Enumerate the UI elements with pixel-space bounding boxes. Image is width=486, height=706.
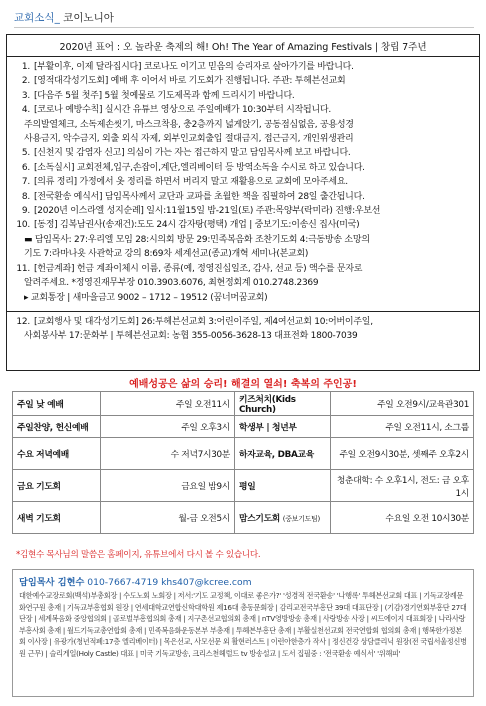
notice-item: 5. [신천지 및 감염자 신고] 의심이 가는 자는 접근하지 말고 담임목사께 보고 바랍니다. (21, 148, 351, 159)
service-time: 주일 오전11시 (101, 392, 235, 416)
notice-item: 2. [영적대각성기도회] 예배 후 이어서 바로 기도회가 진행됩니다. 주관: 투헤븐선교회 (21, 76, 346, 87)
service-label: 수요 저녁예배 (13, 438, 101, 470)
service-label: 하자교육, DBA교육 (235, 438, 331, 470)
service-label: 금요 기도회 (13, 470, 101, 502)
notice-item: 3. [다음주 5월 첫주] 5월 첫예물로 기도제목과 함께 드리시기 바랍니다. (21, 90, 295, 101)
pastor-contact[interactable]: 010-7667-4719 khs407@kcree.com (87, 577, 252, 588)
service-label: 주일찬양, 헌신예배 (13, 416, 101, 438)
table-row (13, 470, 474, 502)
notice-divider (7, 311, 479, 312)
pastor-name: 담임목사 김현수 (19, 577, 85, 588)
service-label: 학생부 | 청년부 (235, 416, 331, 438)
service-label: 새벽 기도회 (13, 502, 101, 534)
service-time: 월-금 오전5시 (101, 502, 235, 534)
service-label: 맘스기도회 (중보기도팀) (235, 502, 331, 534)
notice-item-continued: 주의발열체크, 소독제손씻기, 마스크착용, 충2층까지 넓게앉기, 공동점심없음, 공용성경 (24, 119, 354, 130)
service-time: 청춘대학: 수 오후1시, 전도: 금 오후1시 (331, 470, 474, 502)
service-time: 주일 오전9시/교육관301 (331, 392, 474, 416)
worship-schedule-table (12, 391, 474, 534)
service-time: 주일 오전9시30분, 셋째주 오후2시 (331, 438, 474, 470)
pastor-header (19, 574, 467, 588)
notice-item-continued: 사회봉사부 17:문화부 | 투헤븐선교회: 농협 355-0056-3628-13 대표전화 1800-7039 (24, 331, 358, 342)
service-label-sub: (중보기도팀) (282, 515, 320, 523)
youtube-note: *김현수 목사님의 말씀은 홈페이지, 유튜브에서 다시 볼 수 있습니다. (16, 550, 261, 560)
service-label: 평일 (235, 470, 331, 502)
church-notice-box (6, 34, 480, 371)
notice-item-continued: 알려주세요. *정영진재무부장 010.3903.6076, 최현정회계 010.2748.2369 (24, 278, 319, 289)
table-row (13, 416, 474, 438)
service-time: 주일 오후3시 (101, 416, 235, 438)
section-name: 코이노니아 (63, 12, 114, 24)
notice-item: 1. [부활이후, 이제 달라집시다] 코로나도 이기고 믿음의 승리자로 살아가기를 바랍니다. (21, 62, 354, 72)
service-label: 키즈처치(Kids Church) (235, 392, 331, 416)
table-row (13, 502, 474, 534)
service-time: 수요일 오전 10시30분 (331, 502, 474, 534)
service-time: 수 저녁7시30분 (101, 438, 235, 470)
notice-item: 12. [교회행사 및 대각성기도회] 26:투헤븐선교회 3:어린이주일, 제4여선교회 10:어버이주일, (16, 316, 373, 327)
notice-item: 10. [동정] 김복남권사(송재건):도도 24시 감자탕(평택) 개업 | 중보기도:이송신 집사(미국) (16, 220, 360, 231)
table-row (13, 438, 474, 470)
pastor-bio: 대한예수교장로회(백석)부총회장 | 수도노회 노회장 | 저서:'기도 교정책, 이대로 좋은가?' '성경적 전국환송' '나행록' 투헤븐선교회 대표 | 기독교장례문화연구원 총재 | 기독교부흥협회 원장 | 연세대학교연합신학대학원 제16대 총동문회장 | 감리교전국부흥단 39대 대표단장 | (기감)경기연회부흥단 27대 단장 | 세계복음화 중앙협의회 | 골로벌부흥협의회 총재 | 지구촌선교협의회 총재 | nTV영방방송 총재 | 사랑방송 사장 | 씨드에이지 대표회장 | 나라사랑부흥사회 총재 | 월드기독교총연합회 총재 | 민족복음화운동본부 부총재 | 투헤븐부흥단 총재 | 부활실천선교회 전국연합회 협의회 총재 | 행복한가정본회 이사장 | 유광가(청년적폐:17층 엘리베이터) | 목은선교, 사모선문 외 활현러스트 | 이런아한층가 작사 | 정신건강 상담클리닉 원장(전 국립서울정신병원 근무) | 슬리게일(Holy Castle) 대표 | 미국 기독교방송, 크리스천헤럴드 tv 방송설교 | 도서 집필중 : '전국환송 예식서' '위해피' (19, 591, 467, 658)
worship-slogan: 예배성공은 삶의 승리! 해결의 열쇠! 축복의 주인공! (129, 379, 357, 390)
notice-item: 8. [전국환송 예식서] 담임목사께서 교단과 교파를 초월한 책을 집필하여 28일 출간됩니다. (21, 191, 365, 202)
service-time: 주일 오전11시, 소그룹 (331, 416, 474, 438)
notice-title: 2020년 표어 : 오 놀라운 축제의 해! Oh! The Year of Amazing Festivals | 창립 7주년 (7, 37, 479, 57)
section-title: 교회소식_ (14, 12, 60, 24)
notice-item: 11. [헌금계좌] 헌금 계좌이체시 이름, 종류(예, 정영진십일조, 감사, 선교 등) 액수를 문자로 (16, 263, 363, 274)
notice-item: 9. [2020년 이스라엘 성지순례] 일시:11월15일 밤-21일(토) 주관:목양부(락미라) 진행:우보선 (21, 206, 381, 217)
notice-item-continued: 기도 7:라마나욧 사관학교 강의 8:69차 세계선교(종교)개혁 세미나(본교회) (24, 249, 309, 260)
pastor-profile-box (12, 569, 474, 697)
table-row (13, 392, 474, 416)
notice-item: 7. [의류 정리] 가정에서 옷 정리를 하면서 버리지 말고 재활용으로 교회에 모아주세요. (21, 177, 348, 188)
service-time: 금요일 밤9시 (101, 470, 235, 502)
notice-item-continued: ▬ 담임목사: 27:우리엘 모임 28:시의회 방문 29:민족복음화 조찬기도회 4:극동방송 소망의 (24, 234, 370, 245)
bank-account-line: ▸ 교회통장 | 새마을금고 9002 – 1712 – 19512 (꿈너머꿈교회) (24, 292, 268, 303)
notice-item: 4. [코로나 예방수칙] 실시간 유튜브 영상으로 주일예배가 10:30부터 시작됩니다. (21, 105, 331, 116)
notice-item-continued: 사용금지, 악수금지, 외출 외식 자제, 외부인교회출입 절대금지, 접근금지, 개인위생관리 (24, 134, 354, 145)
page-header (14, 10, 474, 28)
service-label: 주일 낮 예배 (13, 392, 101, 416)
notice-item: 6. [소독실시] 교회전체,입구,손잡이,계단,엘리베이터 등 방역소독을 수시로 하고 있습니다. (21, 162, 365, 173)
